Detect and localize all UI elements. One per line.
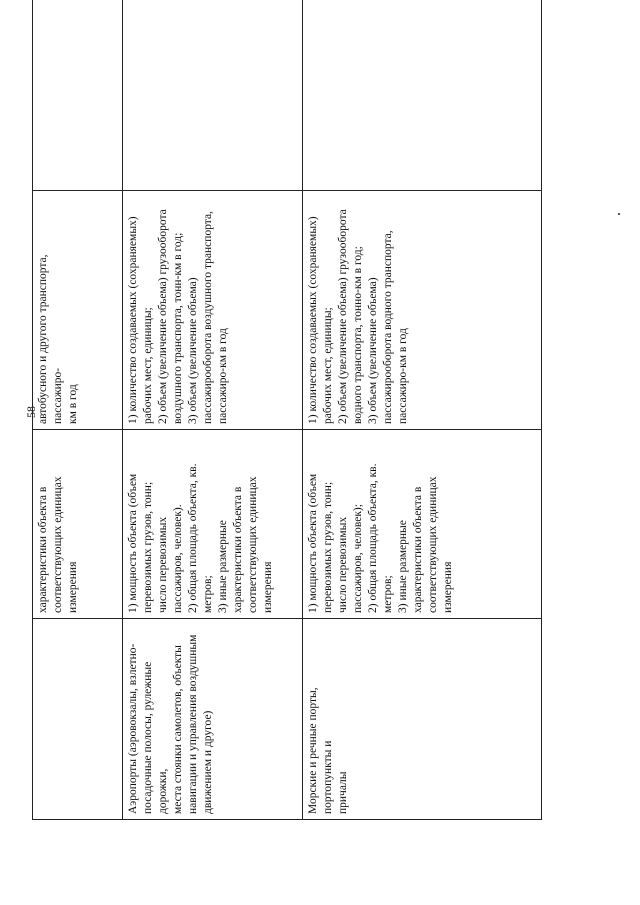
cell-text-line: метров; xyxy=(382,575,394,613)
cell-text-line: пассажиро-км в год xyxy=(217,328,229,424)
cell-text-line: 2) объем (увеличение объема) грузооборота xyxy=(157,209,169,424)
cell-text-line: 2) общая площадь объекта, кв. xyxy=(187,463,199,613)
cell-text-line: 2) объем (увеличение объема) грузооборота xyxy=(337,209,349,424)
object-name-cell xyxy=(303,619,542,820)
cell-text-line: пассажиров, человек); xyxy=(352,504,364,613)
cell-text-line: рабочих мест, единицы; xyxy=(142,307,154,424)
cell-text-line: причалы xyxy=(337,771,349,814)
cell-text-line: Аэропорты (аэровокзалы, взлетно- xyxy=(127,643,139,814)
cell-text-line: 1) мощность объекта (объем xyxy=(127,473,139,613)
cell-text-line: рабочих мест, единицы; xyxy=(322,307,334,424)
cell-text-line: навигации и управления воздушным xyxy=(187,634,199,814)
capacity-cell xyxy=(33,430,123,619)
indicators-cell xyxy=(123,191,303,430)
object-name-cell xyxy=(123,619,303,820)
indicators-cell xyxy=(303,191,542,430)
object-name-cell xyxy=(33,619,123,820)
cell-text-line: измерения xyxy=(442,561,454,613)
empty-cell xyxy=(33,0,123,191)
empty-cell xyxy=(303,0,542,191)
cell-text-line: перевозимых грузов, тонн; xyxy=(142,481,154,613)
cell-text-line: движением и другое) xyxy=(202,710,214,814)
cell-text-line: водного транспорта, тонно-км в год; xyxy=(352,246,364,424)
cell-text-line: 3) объем (увеличение объема) xyxy=(187,277,199,424)
cell-text-line: число перевозимых xyxy=(337,516,349,613)
cell-text-line: число перевозимых xyxy=(157,516,169,613)
cell-text-line: измерения xyxy=(67,561,79,613)
cell-text-line: 1) мощность объекта (объем xyxy=(307,473,319,613)
cell-text-line: характеристики объекта в xyxy=(232,486,244,613)
indicators-cell xyxy=(33,191,123,430)
cell-text-line: характеристики объекта в xyxy=(37,486,49,613)
cell-text-line: соответствующих единицах xyxy=(247,476,259,613)
cell-text-line: 3) иные размерные xyxy=(397,520,409,613)
capacity-cell xyxy=(303,430,542,619)
cell-text-line: 3) объем (увеличение объема) xyxy=(367,277,379,424)
rotated-table-sheet xyxy=(32,40,542,820)
cell-text-line: посадочные полосы, рулежные дорожки, xyxy=(142,661,169,814)
objects-table xyxy=(32,0,542,820)
table-row xyxy=(33,0,123,820)
page-number: 58 xyxy=(24,406,38,418)
cell-text-line: воздушного транспорта, тонн-км в год; xyxy=(172,232,184,424)
table-row xyxy=(123,0,303,820)
scan-speck xyxy=(618,213,620,215)
cell-text-line: Морские и речные порты, портопункты и xyxy=(307,687,334,814)
cell-text-line: соответствующих единицах xyxy=(427,476,439,613)
cell-text-line: 1) количество создаваемых (сохраняемых) xyxy=(127,216,139,424)
cell-text-line: соответствующих единицах xyxy=(52,476,64,613)
cell-text-line: 3) иные размерные xyxy=(217,520,229,613)
cell-text-line: пассажиров, человек). xyxy=(172,504,184,613)
cell-text-line: метров; xyxy=(202,575,214,613)
cell-text-line: измерения xyxy=(262,561,274,613)
capacity-cell xyxy=(123,430,303,619)
cell-text-line: места стоянки самолетов, объекты xyxy=(172,645,184,814)
cell-text-line: 1) количество создаваемых (сохраняемых) xyxy=(307,216,319,424)
cell-text-line: пассажиро-км в год xyxy=(397,328,409,424)
cell-text-line: пассажирооборота водного транспорта, xyxy=(382,230,394,424)
cell-text-line: автобусного и другого транспорта, пассажиро- xyxy=(37,254,64,424)
cell-text-line: км в год xyxy=(67,384,79,424)
cell-text-line: перевозимых грузов, тонн; xyxy=(322,481,334,613)
cell-text-line: 2) общая площадь объекта, кв. xyxy=(367,463,379,613)
cell-text-line: пассажирооборота воздушного транспорта, xyxy=(202,211,214,424)
empty-cell xyxy=(123,0,303,191)
table-row xyxy=(303,0,542,820)
cell-text-line: характеристики объекта в xyxy=(412,486,424,613)
